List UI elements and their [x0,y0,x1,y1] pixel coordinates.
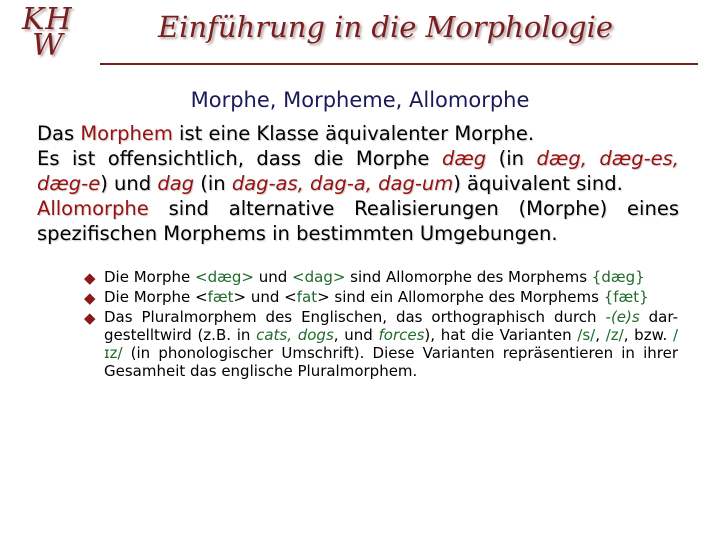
term-morphem: Morphem [80,122,173,145]
text: Die Morphe [104,268,196,286]
body-text [37,121,679,246]
example-form: <dag> [292,268,346,286]
text: > sind ein Allomorphe des Morphems [317,288,604,306]
example-form: <dæg> [195,268,254,286]
text: (in phonologischer Umschrift). Diese Varianten repräsentieren in ihrer Gesamheit das englische Pluralmorphem. [104,344,678,380]
text: , bzw. [623,326,673,344]
paragraph-morphem-definition [37,121,679,146]
paragraph-example [37,146,679,196]
text: ) und [100,172,158,195]
course-title: Einführung in die Morphologie [158,10,614,44]
text: sind Allomorphe des Morphems [345,268,592,286]
bullet-item [84,288,678,306]
paragraph-allomorph-definition [37,196,679,246]
text: > und < [233,288,297,306]
example-form: {fæt} [603,288,649,306]
slide-title: Morphe, Morpheme, Allomorphe [190,88,530,112]
example-form: forces [378,326,425,344]
text: Das [37,122,81,145]
bullet-item [84,268,678,286]
logo-line-1: KH [22,2,73,37]
phoneme: /s/ [577,326,596,344]
example-form: dag [157,172,195,195]
example-form: cats, dogs [256,326,334,344]
example-forms: dæg, dæg-es, dæg-e [37,147,679,195]
example-form: fæt [207,288,234,306]
text: (in [194,172,232,195]
phoneme: /ɪz/ [104,326,678,362]
bullet-list [84,268,678,382]
example-forms: dag-as, dag-a, dag-um [231,172,454,195]
example-form: -(e)s [605,308,640,326]
text: Die Morphe < [104,288,208,306]
text: ) äquivalent sind. [453,172,623,195]
phoneme: /z/ [605,326,624,344]
text: (in [486,147,537,170]
logo-line-2: W [32,28,63,63]
text: dar-gestelltwird (z.B. in [104,308,678,344]
text: , [595,326,606,344]
text: und [253,268,293,286]
text: ), hat die Varianten [424,326,578,344]
text: Es ist offensichtlich, dass die Morphe [37,147,442,170]
diamond-bullet-icon: ◆ [84,289,96,307]
text: ist eine Klasse äquivalenter Morphe. [172,122,535,145]
khw-logo [22,2,94,64]
diamond-bullet-icon: ◆ [84,269,96,287]
text: , und [333,326,379,344]
example-form: dæg [441,147,487,170]
example-form: fat [296,288,318,306]
term-allomorphe: Allomorphe [37,197,149,220]
example-form: {dæg} [591,268,645,286]
text: Das Pluralmorphem des Englischen, das orthographisch durch [104,308,606,326]
diamond-bullet-icon: ◆ [84,309,96,327]
header-divider [100,63,698,65]
bullet-item [84,308,678,380]
text: sind alternative Realisierungen (Morphe) eines spezifischen Morphems in bestimmten Umgebungen. [37,197,679,245]
